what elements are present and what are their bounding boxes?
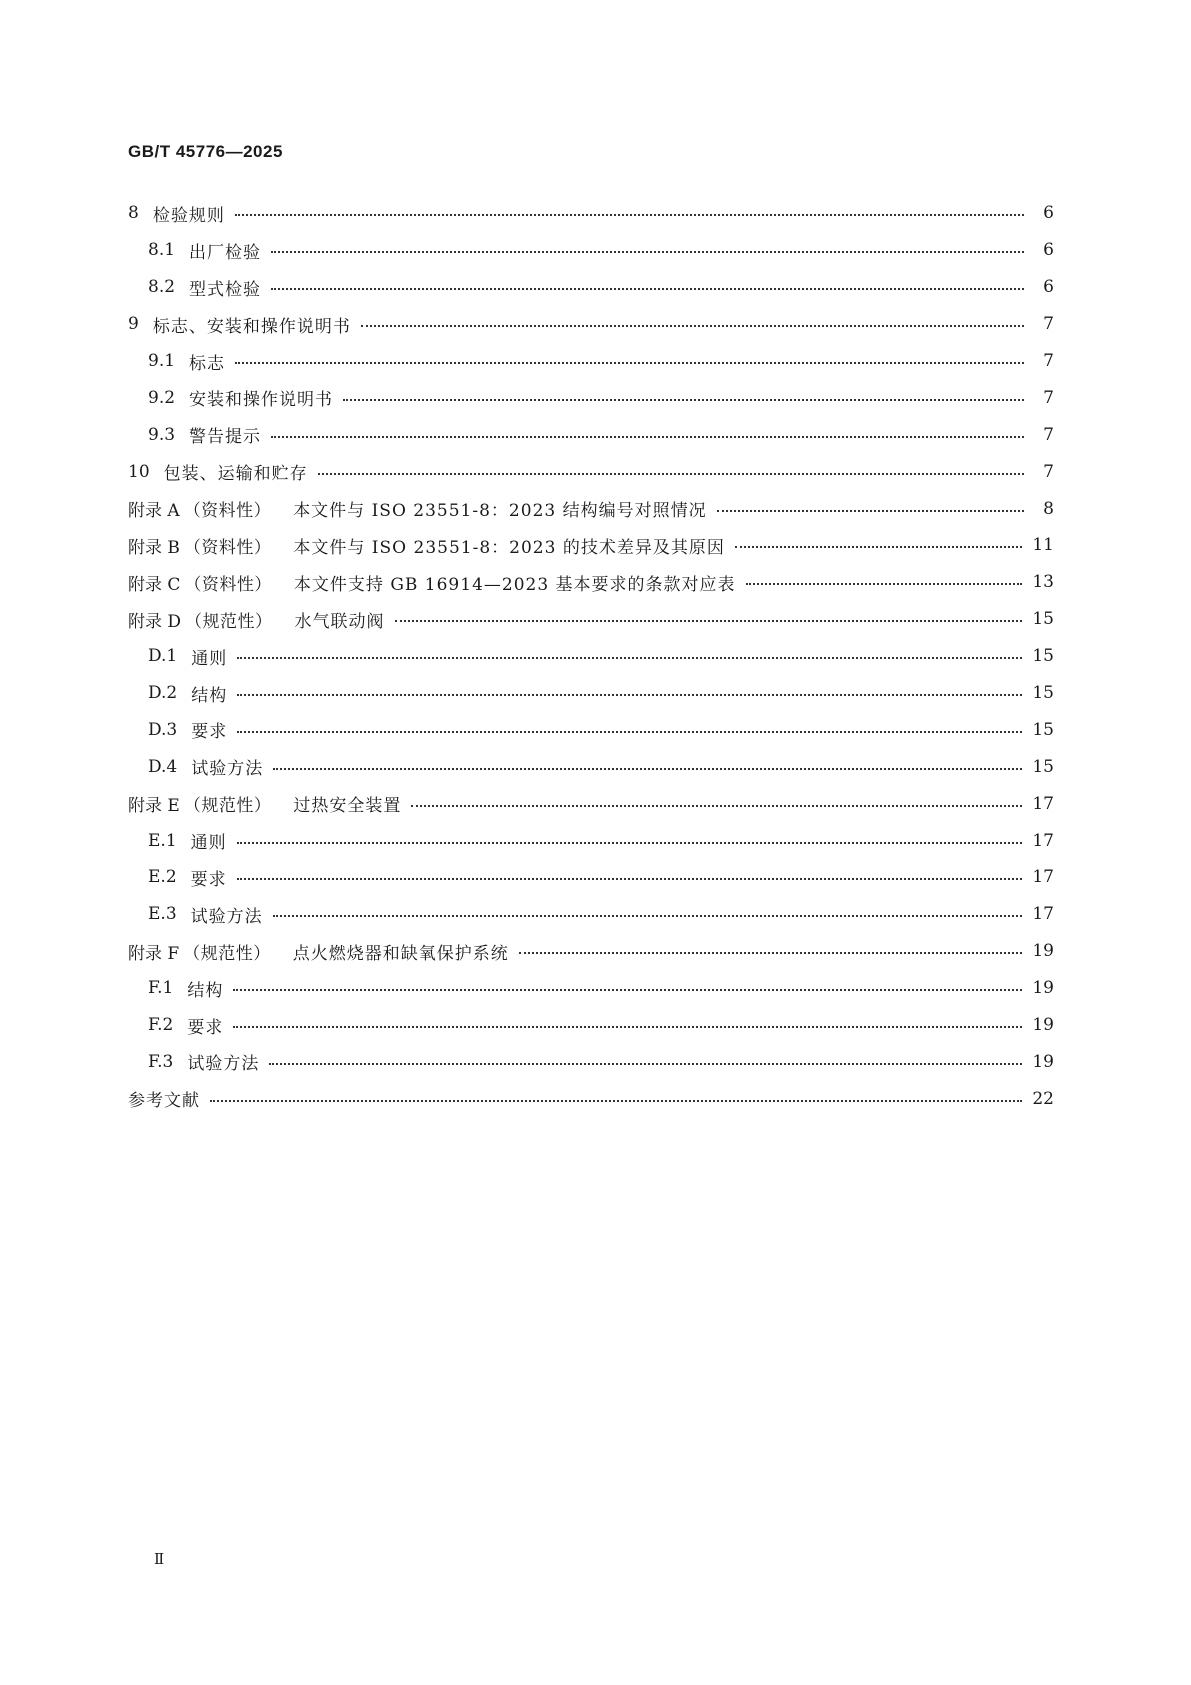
toc-entry-number: D.2	[148, 683, 178, 704]
toc-entry[interactable]	[128, 416, 1054, 453]
toc-entry[interactable]	[128, 379, 1054, 416]
toc-entry-title: 试验方法	[191, 759, 264, 780]
toc-entry-title: 标志	[189, 353, 226, 374]
toc-entry[interactable]	[128, 896, 1054, 933]
toc-entry-number: 9.2	[148, 387, 176, 408]
toc-entry[interactable]	[128, 748, 1054, 785]
toc-entry-page: 7	[1043, 424, 1054, 445]
toc-leader-dots	[210, 1100, 1022, 1102]
toc-entry-page: 7	[1043, 351, 1054, 371]
toc-entry-number: F.2	[148, 1015, 174, 1036]
toc-entry-page: 7	[1043, 314, 1054, 335]
toc-entry[interactable]	[128, 859, 1054, 896]
toc-entry-page: 6	[1043, 277, 1054, 298]
toc-entry-number: 附录 E	[128, 796, 180, 817]
toc-entry-title: 出厂检验	[189, 242, 262, 263]
toc-entry-number: F.1	[148, 978, 174, 999]
toc-entry-page: 17	[1032, 867, 1054, 888]
toc-entry[interactable]	[128, 1007, 1054, 1044]
toc-entry-page: 17	[1032, 793, 1054, 814]
toc-entry-title: 警告提示	[189, 427, 262, 448]
toc-entry-number: 附录 F	[128, 943, 180, 964]
toc-entry-number: E.1	[148, 830, 177, 851]
toc-entry-number: 8.1	[148, 240, 176, 261]
toc-entry-category: （资料性）	[183, 537, 272, 558]
toc-entry[interactable]	[128, 490, 1054, 527]
toc-entry[interactable]	[128, 343, 1054, 380]
toc-entry-title: 本文件与 ISO 23551-8：2023 结构编号对照情况	[293, 501, 707, 522]
toc-entry[interactable]	[128, 638, 1054, 675]
toc-entry[interactable]	[128, 785, 1054, 822]
toc-entry-page: 15	[1032, 609, 1054, 630]
toc-entry[interactable]	[128, 601, 1054, 638]
toc-entry-page: 11	[1032, 535, 1054, 556]
toc-entry-page: 6	[1043, 203, 1054, 224]
toc-leader-dots	[237, 657, 1022, 659]
toc-entry-category: （资料性）	[183, 501, 272, 522]
toc-entry-page: 6	[1043, 240, 1054, 261]
toc-entry-category: （资料性）	[184, 574, 272, 595]
toc-entry-number: D.4	[148, 756, 178, 777]
toc-entry-category: （规范性）	[183, 796, 272, 817]
toc-entry-title: 要求	[191, 722, 228, 743]
toc-entry-number: 附录 D	[128, 611, 182, 632]
toc-entry[interactable]	[128, 232, 1054, 269]
toc-leader-dots	[273, 915, 1023, 917]
toc-entry[interactable]	[128, 1080, 1054, 1117]
toc-entry[interactable]	[128, 453, 1054, 490]
toc-entry-title: 过热安全装置	[293, 796, 402, 817]
toc-entry[interactable]	[128, 933, 1054, 970]
toc-entry-page: 15	[1032, 646, 1054, 667]
toc-leader-dots	[237, 731, 1022, 733]
toc-entry[interactable]	[128, 1043, 1054, 1080]
toc-entry-page: 17	[1032, 904, 1054, 925]
toc-entry[interactable]	[128, 564, 1054, 601]
toc-leader-dots	[395, 620, 1023, 622]
toc-entry-title: 结构	[191, 685, 228, 706]
toc-leader-dots	[411, 805, 1022, 807]
toc-entry-title: 通则	[191, 648, 228, 669]
toc-entry-page: 15	[1032, 756, 1054, 777]
toc-entry-title: 试验方法	[187, 1054, 260, 1075]
toc-entry-number: 10	[128, 461, 150, 482]
toc-entry-number: 附录 A	[128, 501, 180, 522]
toc-entry-page: 17	[1032, 830, 1054, 851]
toc-leader-dots	[271, 251, 1024, 253]
toc-entry-number: F.3	[148, 1051, 174, 1072]
toc-leader-dots	[237, 694, 1022, 696]
toc-entry-number: 附录 C	[128, 574, 181, 595]
toc-leader-dots	[271, 288, 1024, 290]
toc-leader-dots	[318, 473, 1024, 475]
toc-leader-dots	[237, 878, 1023, 880]
toc-entry-title: 点火燃烧器和缺氧保护系统	[292, 943, 509, 964]
standard-number: GB/T 45776—2025	[128, 142, 283, 161]
toc-entry-title: 试验方法	[190, 906, 263, 927]
page-number: Ⅱ	[154, 1550, 165, 1568]
toc-entry-page: 15	[1032, 683, 1054, 704]
toc-entry-category: （规范性）	[183, 943, 271, 964]
toc-leader-dots	[735, 546, 1023, 548]
toc-entry-title: 结构	[187, 980, 224, 1001]
toc-entry[interactable]	[128, 970, 1054, 1007]
toc-entry-page: 15	[1032, 719, 1054, 740]
toc-leader-dots	[519, 952, 1023, 954]
toc-entry-page: 19	[1032, 978, 1054, 999]
toc-entry-page: 19	[1032, 1015, 1054, 1036]
toc-entry-number: E.2	[148, 867, 177, 888]
toc-entry-number: 附录 B	[128, 537, 180, 558]
toc-leader-dots	[235, 214, 1024, 216]
toc-leader-dots	[746, 583, 1023, 585]
toc-entry-title: 参考文献	[128, 1091, 200, 1112]
toc-leader-dots	[717, 510, 1024, 512]
toc-entry-title: 要求	[187, 1017, 224, 1038]
toc-entry-page: 7	[1043, 461, 1054, 482]
toc-leader-dots	[233, 1026, 1022, 1028]
toc-entry-number: E.3	[148, 904, 177, 925]
toc-entry-title: 本文件支持 GB 16914—2023 基本要求的条款对应表	[293, 574, 736, 595]
toc-entry-title: 本文件与 ISO 23551-8：2023 的技术差异及其原因	[293, 537, 725, 558]
toc-leader-dots	[233, 989, 1022, 991]
toc-entry-title: 型式检验	[189, 279, 262, 300]
toc-entry-page: 13	[1032, 572, 1054, 593]
toc-entry-page: 7	[1043, 387, 1054, 408]
toc-leader-dots	[273, 768, 1022, 770]
table-of-contents	[128, 195, 1054, 1117]
toc-entry-category: （规范性）	[185, 611, 273, 632]
toc-entry[interactable]	[128, 195, 1054, 232]
toc-entry-title: 标志、安装和操作说明书	[152, 316, 351, 337]
toc-entry-page: 22	[1032, 1088, 1054, 1109]
toc-entry-title: 水气联动阀	[294, 611, 385, 632]
toc-entry-title: 要求	[190, 869, 227, 890]
toc-entry[interactable]	[128, 675, 1054, 712]
toc-entry[interactable]	[128, 711, 1054, 748]
toc-leader-dots	[235, 362, 1024, 364]
toc-entry-page: 8	[1043, 498, 1054, 519]
toc-entry[interactable]	[128, 306, 1054, 343]
toc-entry-number: 8	[128, 203, 139, 224]
toc-entry-number: D.1	[148, 646, 178, 667]
toc-entry[interactable]	[128, 822, 1054, 859]
toc-entry-title: 检验规则	[152, 205, 225, 226]
toc-entry-number: D.3	[148, 719, 178, 740]
toc-leader-dots	[269, 1063, 1022, 1065]
toc-entry-number: 9.3	[148, 424, 176, 445]
toc-leader-dots	[361, 325, 1024, 327]
toc-leader-dots	[343, 399, 1024, 401]
toc-entry-number: 8.2	[148, 277, 176, 298]
toc-entry-page: 19	[1032, 941, 1054, 962]
toc-entry-title: 包装、运输和贮存	[163, 464, 308, 485]
toc-entry-number: 9	[128, 314, 139, 335]
toc-entry[interactable]	[128, 269, 1054, 306]
toc-entry-title: 安装和操作说明书	[189, 390, 334, 411]
toc-entry-title: 通则	[190, 833, 227, 854]
toc-leader-dots	[237, 842, 1023, 844]
toc-entry-page: 19	[1032, 1051, 1054, 1072]
toc-entry[interactable]	[128, 527, 1054, 564]
toc-leader-dots	[271, 436, 1024, 438]
toc-entry-number: 9.1	[148, 351, 176, 371]
